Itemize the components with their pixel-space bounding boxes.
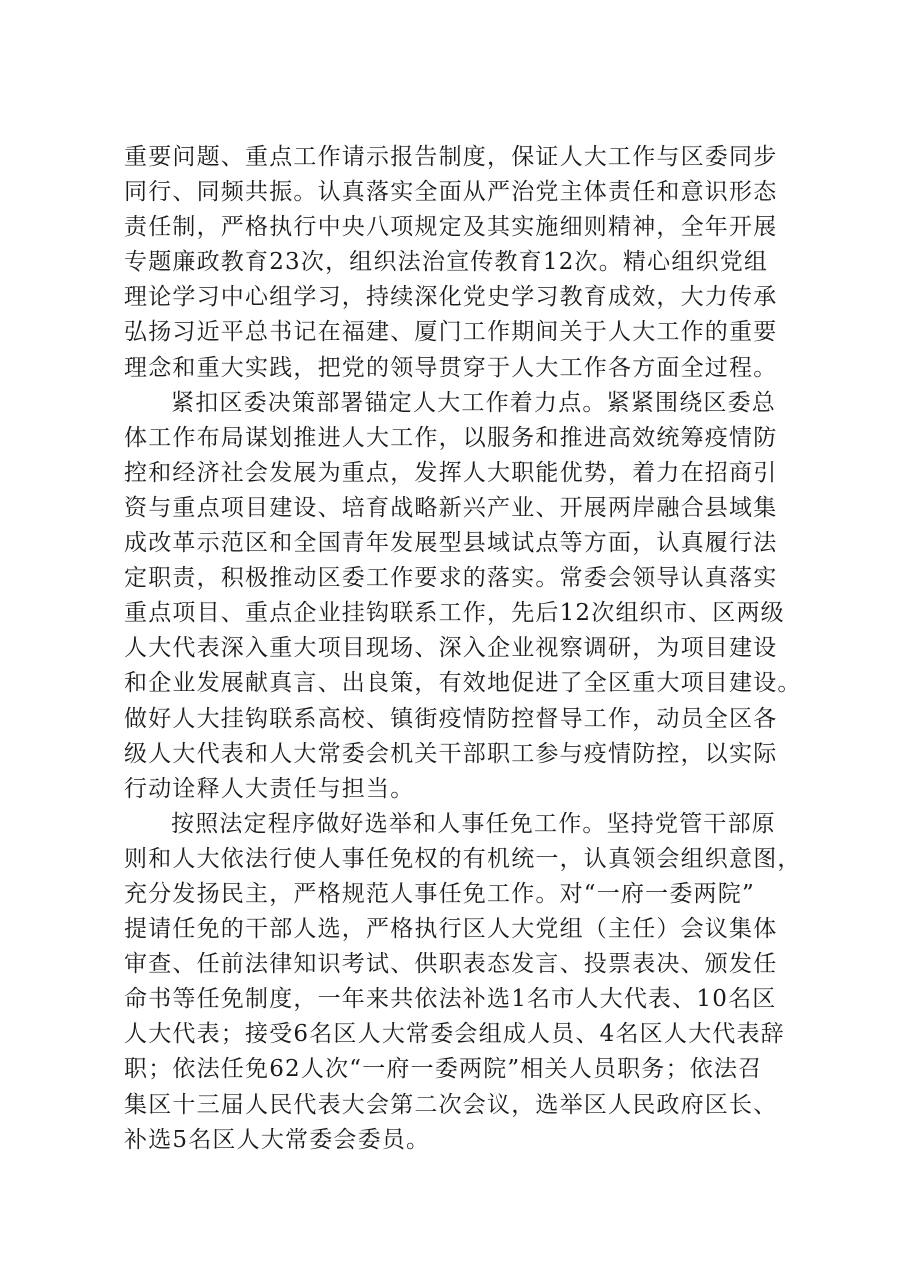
text-line: 成改革示范区和全国青年发展型县域试点等方面，认真履行法 <box>124 530 778 557</box>
text-line: 人大代表深入重大项目现场、深入企业视察调研，为项目建设 <box>124 635 778 662</box>
text-line: 理论学习中心组学习，持续深化党史学习教育成效，大力传承 <box>124 284 778 311</box>
text-line: 人大代表；接受6名区人大常委会组成人员、4名区人大代表辞 <box>124 1021 785 1048</box>
text-line: 按照法定程序做好选举和人事任免工作。坚持党管干部原 <box>171 810 776 837</box>
text-line: 和企业发展献真言、出良策，有效地促进了全区重大项目建设。 <box>124 670 802 697</box>
text-line: 集区十三届人民代表大会第二次会议，选举区人民政府区长、 <box>124 1091 778 1118</box>
text-line: 定职责，积极推动区委工作要求的落实。常委会领导认真落实 <box>124 565 778 592</box>
text-line: 补选5名区人大常委会委员。 <box>124 1126 431 1153</box>
text-line: 资与重点项目建设、培育战略新兴产业、开展两岸融合县域集 <box>124 494 778 521</box>
text-line: 做好人大挂钩联系高校、镇街疫情防控督导工作，动员全区各 <box>124 705 778 732</box>
text-line: 同行、同频共振。认真落实全面从严治党主体责任和意识形态 <box>124 179 778 206</box>
text-line: 理念和重大实践，把党的领导贯穿于人大工作各方面全过程。 <box>124 354 778 381</box>
document-body <box>124 140 824 1158</box>
text-line: 体工作布局谋划推进人大工作，以服务和推进高效统筹疫情防 <box>124 424 778 451</box>
text-line: 专题廉政教育23次，组织法治宣传教育12次。精心组织党组 <box>124 249 769 276</box>
text-line: 则和人大依法行使人事任免权的有机统一，认真领会组织意图， <box>124 845 802 872</box>
text-line: 弘扬习近平总书记在福建、厦门工作期间关于人大工作的重要 <box>124 319 778 346</box>
text-line: 级人大代表和人大常委会机关干部职工参与疫情防控，以实际 <box>124 740 778 767</box>
text-line: 行动诠释人大责任与担当。 <box>124 775 415 802</box>
text-line: 审查、任前法律知识考试、供职表态发言、投票表决、颁发任 <box>124 951 778 978</box>
text-line: 控和经济社会发展为重点，发挥人大职能优势，着力在招商引 <box>124 459 778 486</box>
paragraph-party-leadership <box>124 140 824 386</box>
text-line: 提请任免的干部人选，严格执行区人大党组（主任）会议集体 <box>124 916 778 943</box>
text-line: 重点项目、重点企业挂钩联系工作，先后12次组织市、区两级 <box>124 600 785 627</box>
text-line: 命书等任免制度，一年来共依法补选1名市人大代表、10名区 <box>124 986 777 1013</box>
text-line: 责任制，严格执行中央八项规定及其实施细则精神，全年开展 <box>124 214 778 241</box>
paragraph-elections-appointments <box>124 807 824 1158</box>
text-line: 紧扣区委决策部署锚定人大工作着力点。紧紧围绕区委总 <box>171 389 776 416</box>
text-line: 充分发扬民主，严格规范人事任免工作。对“一府一委两院” <box>124 880 755 907</box>
paragraph-district-decisions <box>124 386 824 807</box>
text-line: 职；依法任免62人次“一府一委两院”相关人员职务；依法召 <box>124 1056 763 1083</box>
text-line: 重要问题、重点工作请示报告制度，保证人大工作与区委同步 <box>124 144 778 170</box>
